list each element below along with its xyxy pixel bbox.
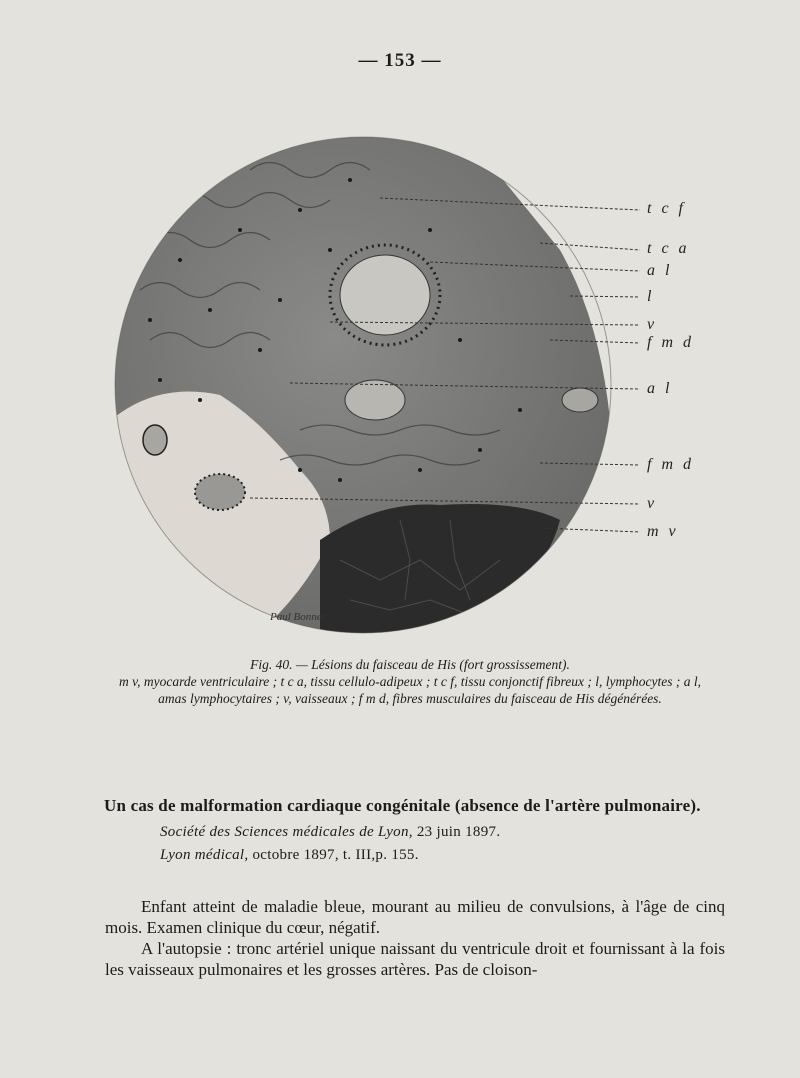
label-fmd-1: f m d [647, 334, 694, 351]
reference-2-details: octobre 1897, t. III,p. 155. [248, 847, 419, 863]
label-tcf: t c f [647, 200, 686, 217]
artist-signature: Paul Bonnet [270, 611, 325, 623]
label-v-1: v [647, 316, 658, 333]
caption-legend: m v, myocarde ventriculaire ; t c a, tissu cellulo-adipeux ; t c f, tissu conjonctif fibreux ; l, lymphocytes ; a l, amas lymphocytaires ; v, vaisseaux ; f m d, fibres musculaires du faisceau de His dégénérées. [119, 674, 701, 706]
reference-1-journal: Société des Sciences médicales de Lyon, [160, 824, 413, 840]
section-heading: Un cas de malformation cardiaque congénitale (absence de l'artère pulmonaire). [104, 796, 701, 815]
paragraph-2: A l'autopsie : tronc artériel unique naissant du ventricule droit et fournissant à la fois les vaisseaux pulmonaires et les grosses artères. Pas de cloison- [105, 939, 725, 979]
reference-1-date: 23 juin 1897. [412, 824, 501, 840]
label-al-2: a l [647, 380, 673, 397]
caption-title: Fig. 40. — Lésions du faisceau de His (fort grossissement). [250, 657, 570, 672]
body-text [105, 896, 725, 980]
label-l: l [647, 288, 655, 305]
label-v-2: v [647, 495, 658, 512]
paragraph-1: Enfant atteint de maladie bleue, mourant au milieu de convulsions, à l'âge de cinq mois. Examen clinique du cœur, négatif. [105, 897, 725, 937]
label-fmd-2: f m d [647, 456, 694, 473]
reference-2-journal: Lyon médical, [160, 847, 249, 863]
reference-1 [160, 824, 500, 841]
reference-2 [160, 847, 419, 864]
label-mv: m v [647, 523, 679, 540]
figure-caption [110, 656, 710, 707]
label-al-1: a l [647, 262, 673, 279]
page-number: — 153 — [358, 50, 442, 71]
label-tca: t c a [647, 240, 690, 257]
